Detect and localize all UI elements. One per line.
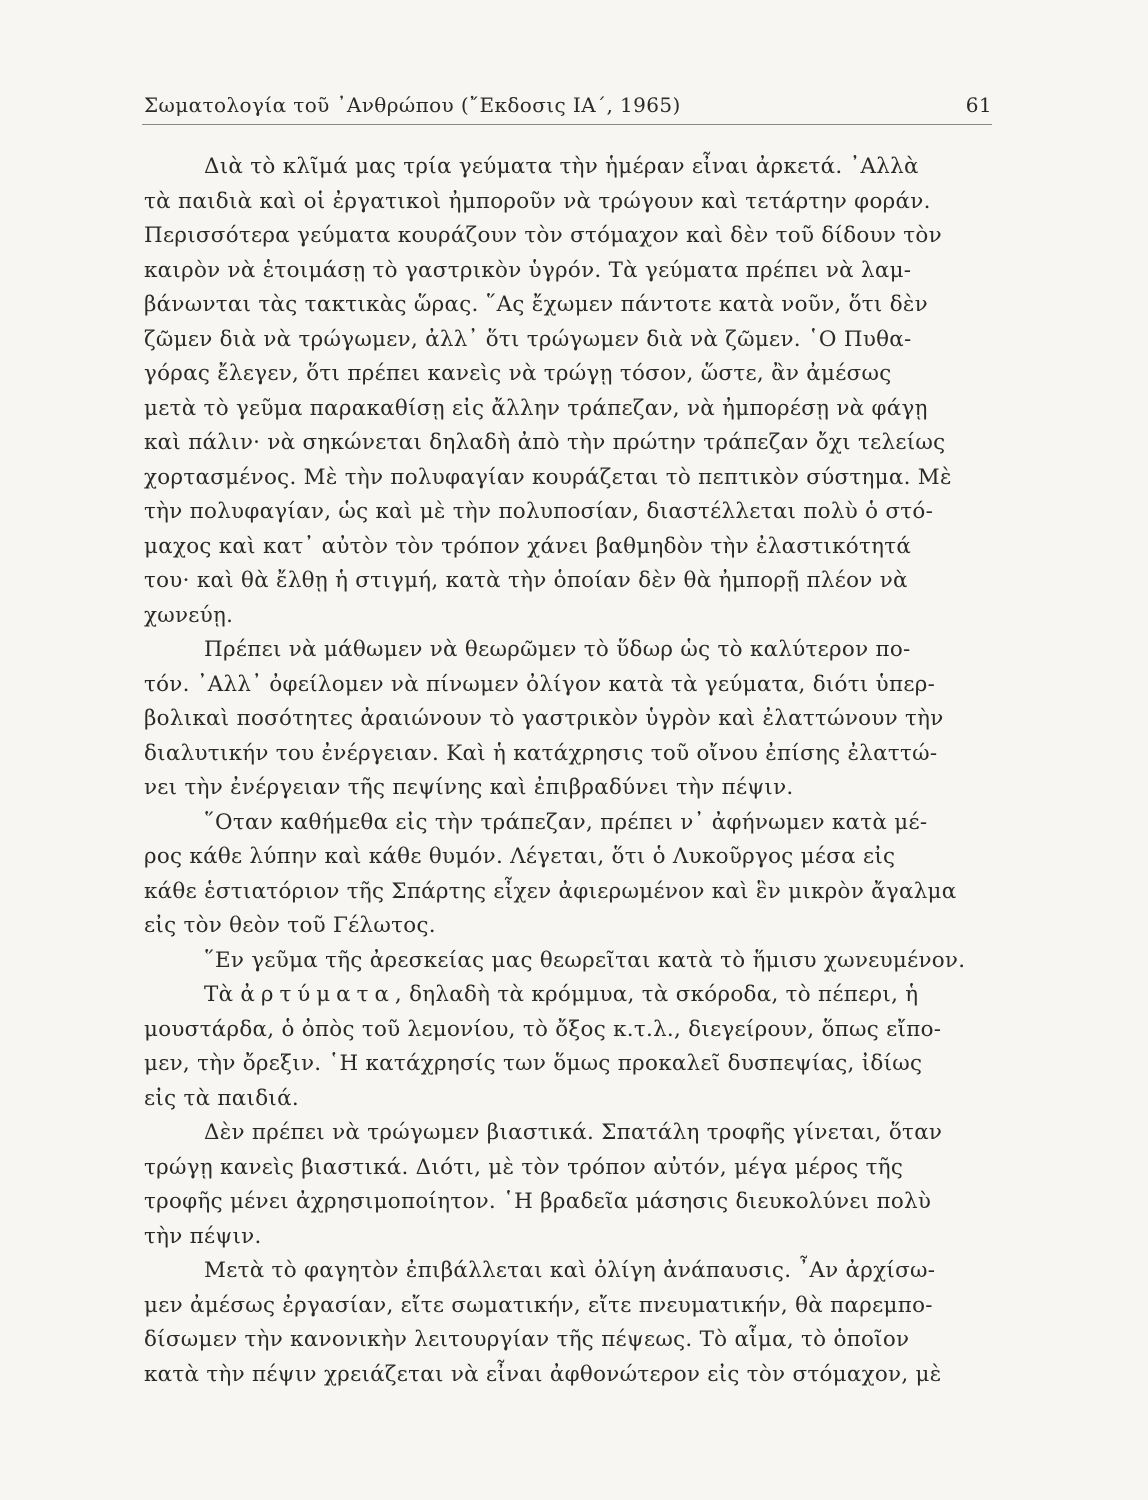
paragraph-table-mood (144, 806, 968, 944)
running-head-title: Σωματολογία τοῦ ᾿Ανθρώπου (῎Εκδοσις ΙΑ΄, 1965) (144, 93, 681, 117)
paragraph-eating-fast (144, 1116, 968, 1254)
text-line: εἰς τὸν θεὸν τοῦ Γέλωτος. (144, 913, 436, 938)
body-text (144, 150, 968, 1392)
text-line: νει τὴν ἐνέργειαν τῆς πεψίνης καὶ ἐπιβραδύνει τὴν πέψιν. (144, 775, 794, 800)
text-line: του· καὶ θὰ ἔλθῃ ἡ στιγμή, κατὰ τὴν ὁποίαν δὲν θὰ ἠμπορῇ πλέον νὰ (144, 568, 908, 593)
text-line: γόρας ἔλεγεν, ὅτι πρέπει κανεὶς νὰ τρώγῃ τόσον, ὥστε, ἂν ἀμέσως (144, 361, 892, 386)
header-rule (142, 124, 992, 125)
text-line: διαλυτικήν του ἐνέργειαν. Καὶ ἡ κατάχρησις τοῦ οἴνου ἐπίσης ἐλαττώ- (144, 740, 938, 766)
text-line: ρος κάθε λύπην καὶ κάθε θυμόν. Λέγεται, ὅτι ὁ Λυκοῦργος μέσα εἰς (144, 844, 896, 869)
text-line: χορτασμένος. Μὲ τὴν πολυφαγίαν κουράζεται τὸ πεπτικὸν σύστημα. Μὲ (144, 464, 952, 490)
text-line: καὶ πάλιν· νὰ σηκώνεται δηλαδὴ ἀπὸ τὴν πρώτην τράπεζαν ὄχι τελείως (144, 430, 946, 455)
text-line: τρώγῃ κανεὶς βιαστικά. Διότι, μὲ τὸν τρόπον αὐτόν, μέγα μέρος τῆς (144, 1154, 904, 1180)
text-line-condiments-first (144, 978, 968, 1013)
spaced-term: ἀρτύματα (240, 982, 395, 1007)
paragraph-pleasant-meal (144, 944, 968, 979)
text-line: ῞Εν γεῦμα τῆς ἀρεσκείας μας θεωρεῖται κατὰ τὸ ἥμισυ χωνευμένον. (204, 947, 966, 973)
text-line: Διὰ τὸ κλῖμά μας τρία γεύματα τὴν ἡμέραν εἶναι ἀρκετά. ᾿Αλλὰ (204, 154, 919, 179)
text-line: κατὰ τὴν πέψιν χρειάζεται νὰ εἶναι ἀφθονώτερον εἰς τὸν στόμαχον, μὲ (144, 1361, 942, 1387)
text-line: ῞Οταν καθήμεθα εἰς τὴν τράπεζαν, πρέπει ν᾿ ἀφήνωμεν κατὰ μέ- (204, 809, 928, 835)
text-line: Περισσότερα γεύματα κουράζουν τὸν στόμαχον καὶ δὲν τοῦ δίδουν τὸν (144, 223, 942, 248)
text-line: τροφῆς μένει ἀχρησιμοποίητον. ῾Η βραδεῖα μάσησις διευκολύνει πολὺ (144, 1189, 932, 1214)
text-line: Μετὰ τὸ φαγητὸν ἐπιβάλλεται καὶ ὀλίγη ἀνάπαυσις. ῏Αν ἀρχίσω- (204, 1258, 936, 1283)
text-line: κάθε ἑστιατόριον τῆς Σπάρτης εἶχεν ἀφιερωμένον καὶ ἓν μικρὸν ἄγαλμα (144, 878, 957, 904)
paragraph-condiments (144, 978, 968, 1116)
text-line: Δὲν πρέπει νὰ τρώγωμεν βιαστικά. Σπατάλη τροφῆς γίνεται, ὅταν (204, 1120, 943, 1145)
text-line: μεν ἀμέσως ἐργασίαν, εἴτε σωματικήν, εἴτε πνευματικήν, θὰ παρεμπο- (144, 1292, 933, 1318)
text-line: μετὰ τὸ γεῦμα παρακαθίσῃ εἰς ἄλλην τράπεζαν, νὰ ἠμπορέσῃ νὰ φάγῃ (144, 395, 928, 421)
text-line: δίσωμεν τὴν κανονικὴν λειτουργίαν τῆς πέψεως. Τὸ αἷμα, τὸ ὁποῖον (144, 1327, 910, 1352)
text-line: μουστάρδα, ὁ ὀπὸς τοῦ λεμονίου, τὸ ὄξος κ.τ.λ., διεγείρουν, ὅπως εἴπο- (144, 1016, 942, 1042)
text-line: Πρέπει νὰ μάθωμεν νὰ θεωρῶμεν τὸ ὕδωρ ὡς τὸ καλύτερον πο- (204, 637, 911, 662)
paragraph-water (144, 633, 968, 806)
paragraph-rest-after-meal (144, 1254, 968, 1392)
text-line: ζῶμεν διὰ νὰ τρώγωμεν, ἀλλ᾿ ὅτι τρώγωμεν διὰ νὰ ζῶμεν. ῾Ο Πυθα- (144, 326, 912, 352)
text-line: τόν. ᾿Αλλ᾿ ὀφείλομεν νὰ πίνωμεν ὀλίγον κατὰ τὰ γεύματα, διότι ὑπερ- (144, 671, 936, 697)
text-line: τὰ παιδιὰ καὶ οἱ ἐργατικοὶ ἠμποροῦν νὰ τρώγουν καὶ τετάρτην φοράν. (144, 188, 931, 214)
text-line: καιρὸν νὰ ἑτοιμάσῃ τὸ γαστρικὸν ὑγρόν. Τὰ γεύματα πρέπει νὰ λαμ- (144, 257, 912, 283)
text-line: εἰς τὰ παιδιά. (144, 1085, 299, 1111)
text-fragment: , δηλαδὴ τὰ κρόμμυα, τὰ σκόροδα, τὸ πέπερι, ἡ (394, 982, 919, 1007)
text-line: τὴν πολυφαγίαν, ὡς καὶ μὲ τὴν πολυποσίαν, διαστέλλεται πολὺ ὁ στό- (144, 499, 934, 524)
text-line: βολικαὶ ποσότητες ἀραιώνουν τὸ γαστρικὸν ὑγρὸν καὶ ἐλαττώνουν τὴν (144, 706, 944, 731)
text-line: χωνεύῃ. (144, 602, 234, 628)
paragraph-meals (144, 150, 968, 633)
text-line: μεν, τὴν ὄρεξιν. ῾Η κατάχρησίς των ὅμως προκαλεῖ δυσπεψίας, ἰδίως (144, 1051, 923, 1076)
text-line: τὴν πέψιν. (144, 1223, 262, 1249)
text-line: μαχος καὶ κατ᾿ αὐτὸν τὸν τρόπον χάνει βαθμηδὸν τὴν ἐλαστικότητά (144, 533, 912, 559)
text-line: βάνωνται τὰς τακτικὰς ὥρας. ῞Ας ἔχωμεν πάντοτε κατὰ νοῦν, ὅτι δὲν (144, 292, 928, 317)
page-number: 61 (965, 93, 992, 117)
text-fragment: Τὰ (204, 982, 241, 1007)
